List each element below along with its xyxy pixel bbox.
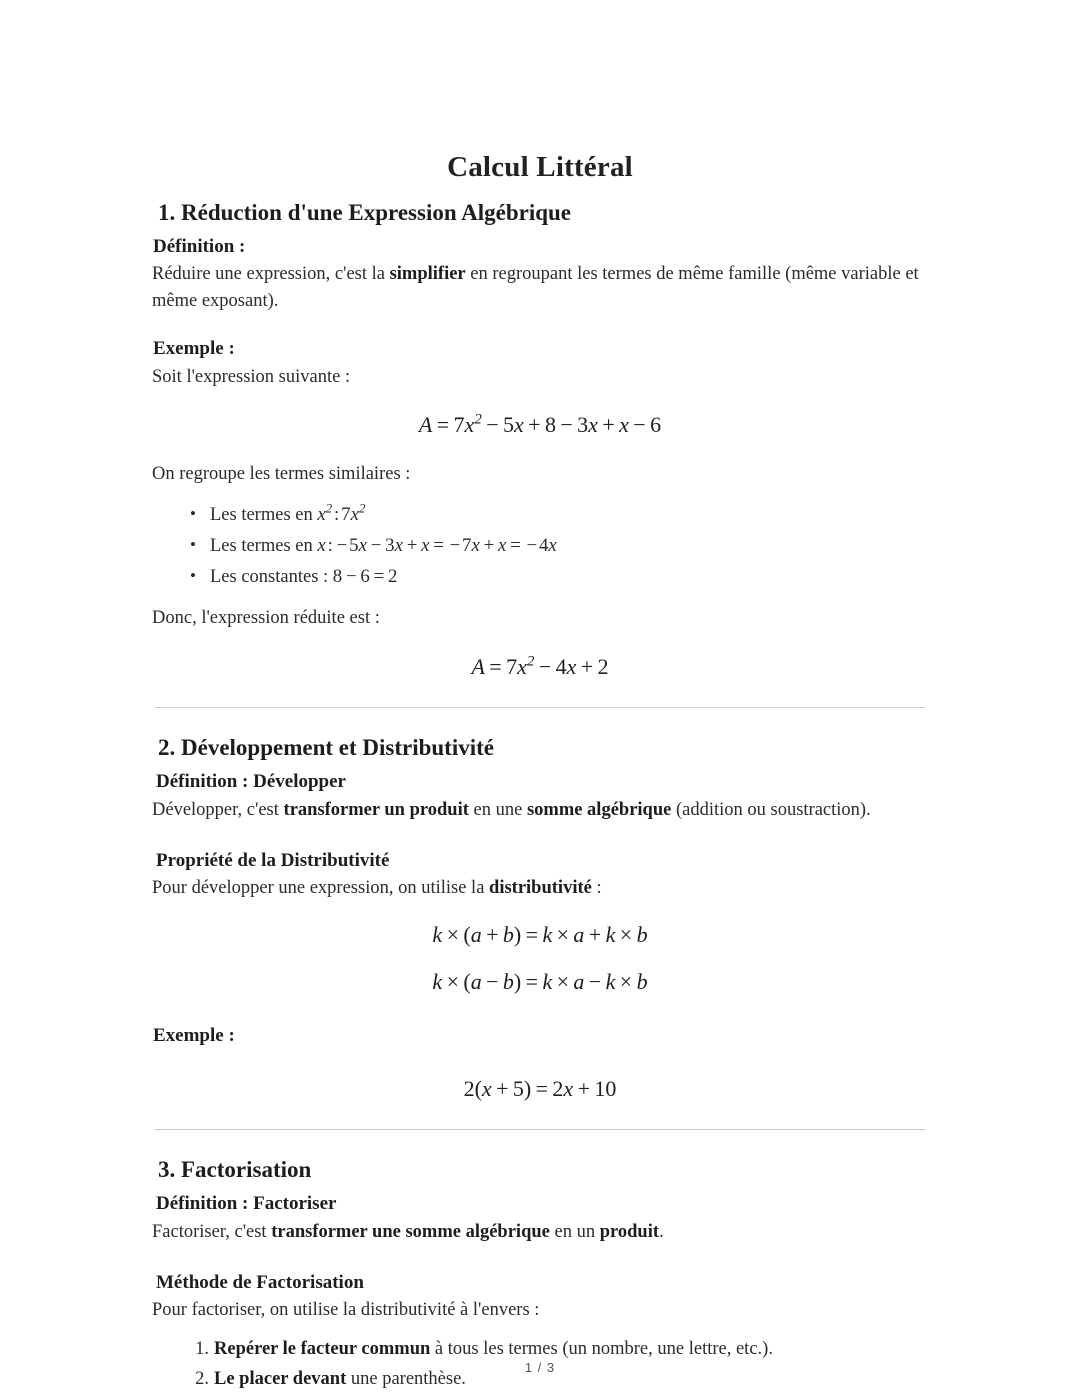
formula-var-A: A [418,412,433,438]
dist2-open: ( [463,969,471,995]
definition-2-bold-1: transformer un produit [283,799,469,820]
page-title: Calcul Littéral [447,151,633,183]
dist1-b2: b [636,922,648,948]
result-x1: x [517,653,527,679]
ex-const-10: 10 [594,1075,617,1101]
formula-const-6: 6 [650,412,662,438]
dist1-close: ) [513,922,522,948]
dist1-eq: = [525,922,539,948]
method-label: Méthode de Factorisation [156,1271,364,1293]
dist1-times1: × [446,922,459,948]
bullet-1-math: $x^2:7x^2$ [317,501,366,525]
dist1-open: ( [463,922,471,948]
section-heading-3: 3. Factorisation [158,1157,312,1183]
dist2-b2: b [636,969,648,995]
dist2-k3: k [605,969,616,995]
definition-label-2: Définition : Développer [156,771,346,793]
result-exponent-2: 2 [526,653,535,670]
dist2-b1: b [502,969,514,995]
regroup-list [152,500,928,593]
formula-minus-1: − [486,412,499,438]
dist1-k2: k [542,922,553,948]
dist1-times2: × [556,922,570,948]
definition-text-1-after: en regroupant les termes de même famille (même variable et même exposant). [152,264,919,312]
definition-2-before: Développer, c'est [152,799,284,820]
ex-x: x [481,1075,492,1101]
bullet-3-math: 8 − 6 = 2 [332,565,398,587]
formula-distributivity [152,920,928,998]
property-after: : [591,878,602,899]
dist1-k1: k [432,922,443,948]
list-item [210,562,928,593]
definition-2-middle: en une [468,799,527,820]
section-heading-1: 1. Réduction d'une Expression Algébrique [158,199,572,225]
regroup-intro: On regroupe les termes similaires : [152,464,411,485]
dist2-a1: a [470,969,482,995]
section-reduction [152,199,928,683]
example-label-1: Exemple : [153,337,235,359]
formula-coef-3: 3 [577,412,589,438]
formula-expression-a [152,410,928,441]
step-2-bold: Le placer devant [214,1369,347,1390]
result-coef-4: 4 [555,653,567,679]
dist2-eq: = [525,969,539,995]
definition-3-middle: en un [549,1221,600,1242]
result-minus: − [538,653,552,679]
dist2-minus2: − [588,969,602,995]
result-var-A: A [471,653,485,679]
distributivity-line-1 [152,920,928,951]
formula-const-8: 8 [544,412,556,438]
dist1-plus2: + [588,922,602,948]
result-coef-7: 7 [506,653,518,679]
formula-minus-3: − [633,412,646,438]
formula-coef-7: 7 [453,412,465,438]
dist1-plus: + [486,922,499,948]
ex-open: ( [474,1075,482,1101]
bullet-2-text: Les termes en [210,535,318,556]
dist2-k2: k [542,969,553,995]
definition-3-before: Factoriser, c'est [152,1221,272,1242]
definition-label-1: Définition : [153,235,246,257]
bullet-2-math: x: −5x − 3x + x = −7x + x = −4x [317,534,557,556]
formula-plus-2: + [602,412,615,438]
formula-x4: x [619,412,629,438]
result-x2: x [566,653,577,679]
step-1-bold: Repérer le facteur commun [214,1339,431,1360]
result-eq: = [489,653,502,679]
ex-coef-2b: 2 [552,1075,564,1101]
definition-text-1 [152,261,928,315]
dist1-a1: a [470,922,482,948]
dist2-times2: × [556,969,570,995]
page-number-footer: 1 / 3 [524,1360,556,1375]
dist1-a2: a [573,922,585,948]
property-before: Pour développer une expression, on utilise la [152,878,490,899]
formula-reduced-a [152,652,928,683]
formula-plus-1: + [528,412,541,438]
dist2-close: ) [513,969,522,995]
bullet-1-text: Les termes en [210,504,318,525]
formula-example-distributivity [152,1074,928,1105]
section-heading-2: 2. Développement et Distributivité [158,735,494,761]
dist2-times3: × [619,969,633,995]
formula-eq: = [436,412,450,438]
definition-label-3: Définition : Factoriser [156,1193,337,1215]
property-label: Propriété de la Distributivité [156,849,390,871]
dist2-k1: k [432,969,443,995]
distributivity-line-2 [152,967,928,998]
list-item [210,500,928,531]
definition-text-1-bold: simplifier [389,264,466,285]
ex-close: ) [523,1075,532,1101]
result-const-2: 2 [597,653,609,679]
definition-text-3 [152,1219,928,1246]
ex-eq: = [535,1075,549,1101]
property-text [152,875,928,902]
example-label-2: Exemple : [153,1024,235,1046]
definition-3-bold-1: transformer une somme algébrique [271,1221,550,1242]
ex-coef-2: 2 [463,1075,475,1101]
list-item [210,531,928,562]
definition-2-bold-2: somme algébrique [526,799,672,820]
section-divider-2 [155,1129,925,1130]
formula-x1: x [464,412,475,438]
ex-plus2: + [577,1075,590,1101]
ex-const-5: 5 [512,1075,524,1101]
dist2-a2: a [573,969,585,995]
definition-3-bold-2: produit [599,1221,659,1242]
formula-x2: x [514,412,524,438]
ex-x2: x [563,1075,574,1101]
definition-2-after: (addition ou soustraction). [671,799,871,820]
property-bold: distributivité [489,878,592,899]
formula-minus-2: − [560,412,573,438]
definition-text-2 [152,797,928,824]
step-2-rest: une parenthèse. [346,1369,466,1390]
conclusion-intro: Donc, l'expression réduite est : [152,607,380,628]
step-1-rest: à tous les termes (un nombre, une lettre, etc.). [430,1339,773,1360]
definition-3-after: . [659,1221,664,1242]
dist1-k3: k [605,922,616,948]
section-divider-1 [155,707,925,708]
formula-x3: x [588,412,598,438]
dist2-times1: × [446,969,459,995]
bullet-3-text: Les constantes : [210,566,333,587]
dist1-b1: b [502,922,514,948]
method-intro: Pour factoriser, on utilise la distributivité à l'envers : [152,1300,540,1321]
ex-plus: + [496,1075,509,1101]
example-intro-1: Soit l'expression suivante : [152,366,351,387]
dist2-minus: − [486,969,499,995]
definition-text-1-before: Réduire une expression, c'est la [152,264,390,285]
formula-coef-5: 5 [503,412,514,438]
section-developpement [152,734,928,1104]
formula-exponent-2: 2 [474,412,482,429]
result-plus: + [580,653,594,679]
dist1-times3: × [619,922,633,948]
